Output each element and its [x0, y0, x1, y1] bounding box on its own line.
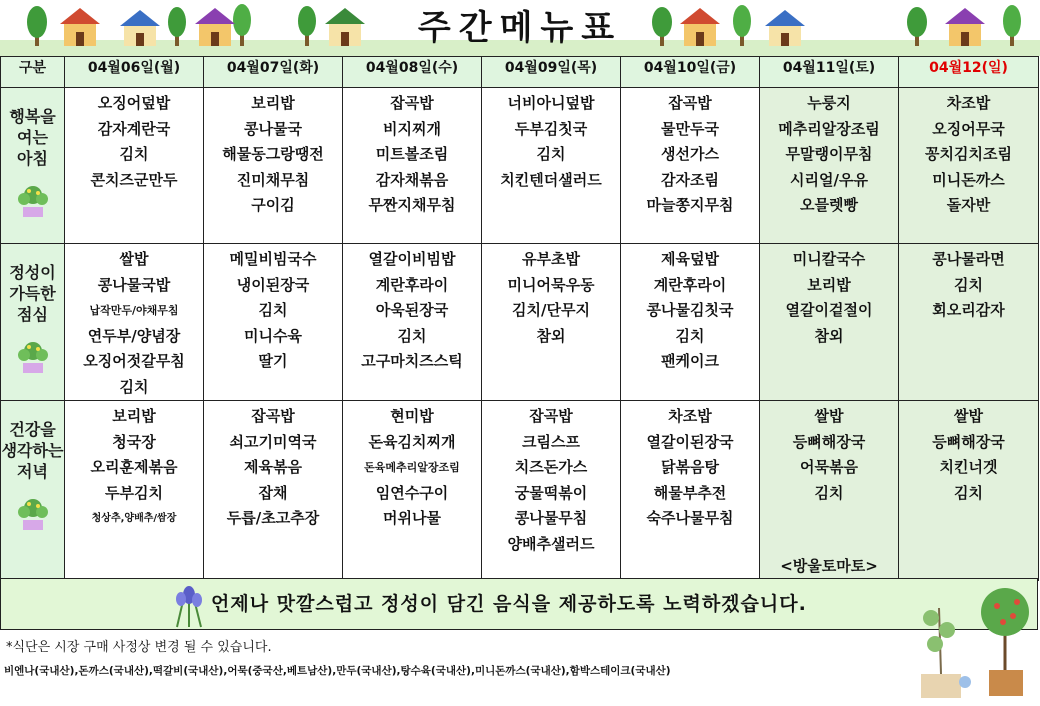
- menu-cell: [482, 244, 621, 401]
- menu-cell: [204, 88, 343, 244]
- menu-item: 미트볼조림: [375, 145, 449, 163]
- menu-cell: [621, 401, 760, 581]
- menu-item: 두부김치: [105, 483, 163, 502]
- potted-tree-icon: [905, 578, 1035, 702]
- menu-item: 김치/단무지: [512, 301, 590, 319]
- menu-cell: [65, 244, 204, 401]
- menu-item: 고구마치즈스틱: [361, 352, 463, 370]
- menu-cell: [343, 88, 482, 244]
- menu-item: 메추리알장조림: [778, 119, 880, 138]
- menu-item: 김치: [119, 145, 149, 163]
- menu-item: 김치: [397, 326, 427, 345]
- flower-pot-icon: [13, 490, 53, 532]
- menu-item-list: [65, 401, 203, 532]
- slogan-text: 언제나 맛깔스럽고 정성이 담긴 음식을 제공하도록 노력하겠습니다.: [211, 593, 807, 615]
- header-row: [1, 57, 1039, 88]
- meal-label: 행복을 여는 아침: [9, 107, 56, 168]
- menu-item: 보리밥: [251, 94, 295, 112]
- menu-item-list: [760, 244, 898, 349]
- menu-cell: [899, 88, 1039, 244]
- menu-item: 청국장: [112, 432, 156, 451]
- menu-item: 잡곡밥: [251, 407, 295, 425]
- menu-cell: [482, 88, 621, 244]
- menu-item: 아욱된장국: [375, 301, 449, 319]
- menu-item: 궁물떡볶이: [514, 483, 588, 502]
- menu-item: 콩나물라면: [932, 250, 1005, 268]
- day-header: 04월07일(화): [204, 57, 343, 88]
- meal-label-cell: [1, 88, 65, 244]
- day-header: 04월09일(목): [482, 57, 621, 88]
- menu-item: 콩나물김칫국: [646, 301, 734, 319]
- meal-label: 정성이 가득한 점심: [9, 263, 56, 324]
- menu-item-list: [482, 401, 620, 557]
- menu-item: 콩나물국밥: [97, 275, 171, 294]
- menu-item-list: [482, 88, 620, 193]
- menu-item: 잡채: [258, 483, 288, 502]
- menu-item: 돈육김치찌개: [368, 432, 456, 451]
- menu-item: 메밀비빔국수: [229, 250, 317, 268]
- menu-item: 김치: [536, 145, 566, 163]
- weekly-menu-table: [0, 56, 1039, 581]
- menu-item: 차조밥: [946, 94, 991, 112]
- menu-item-list: [65, 244, 203, 400]
- origin-info: 비엔나(국내산),돈까스(국내산),떡갈비(국내산),어묵(중국산,베트남산),만두(국내산),탕수육(국내산),미니돈까스(국내산),함박스테이크(국내산): [4, 665, 671, 677]
- menu-item-list: [899, 88, 1038, 219]
- menu-item: 두릅/초고추장: [226, 509, 320, 527]
- menu-item: 쌀밥: [814, 407, 844, 425]
- snack-item: <방울토마토>: [780, 557, 878, 575]
- menu-item-list: [621, 401, 759, 532]
- menu-item: 연두부/양념장: [87, 326, 181, 345]
- menu-item: 회오리감자: [932, 301, 1005, 319]
- menu-item: 진미채무침: [236, 170, 310, 189]
- menu-item: 비지찌개: [383, 119, 441, 138]
- menu-item-list: [899, 244, 1038, 324]
- menu-item: 생선가스: [661, 145, 719, 163]
- menu-item: 등뼈해장국: [792, 432, 866, 451]
- menu-item: 양배추샐러드: [507, 534, 595, 553]
- menu-item: 김치: [954, 483, 983, 502]
- menu-item-list: [482, 244, 620, 349]
- menu-cell: [482, 401, 621, 581]
- menu-item: 누룽지: [807, 94, 851, 112]
- menu-cell: [621, 244, 760, 401]
- menu-cell: [621, 88, 760, 244]
- meal-label: 건강을 생각하는 저녁: [1, 420, 64, 481]
- menu-item: 참외: [814, 326, 844, 345]
- menu-item-list: [204, 401, 342, 532]
- iris-flower-icon: [169, 581, 209, 629]
- day-header: 04월11일(토): [760, 57, 899, 88]
- menu-item-list: [621, 244, 759, 375]
- menu-item: 마늘쫑지무침: [646, 196, 734, 214]
- corner-label: 구분: [1, 57, 65, 88]
- menu-item: 숙주나물무침: [646, 509, 734, 527]
- menu-item: 계란후라이: [375, 275, 449, 294]
- menu-item: 냉이된장국: [236, 275, 310, 294]
- menu-item: 감자채볶음: [375, 170, 449, 189]
- menu-item: 납작만두/야채무침: [89, 304, 179, 317]
- menu-item: 닭볶음탕: [661, 458, 719, 476]
- day-header-sunday: 04월12(일): [899, 57, 1039, 88]
- menu-item: 무말랭이무침: [785, 145, 873, 163]
- menu-item-list: [343, 401, 481, 532]
- menu-item: 오징어젓갈무침: [83, 352, 185, 370]
- menu-cell: [760, 244, 899, 401]
- menu-item: 참외: [536, 326, 566, 345]
- menu-item: 현미밥: [390, 407, 434, 425]
- menu-cell: [899, 244, 1039, 401]
- menu-item: 꽁치김치조림: [925, 145, 1012, 163]
- flower-pot-icon: [13, 177, 53, 219]
- menu-item: 등뼈해장국: [932, 432, 1005, 451]
- menu-cell: [343, 401, 482, 581]
- menu-change-notice: *식단은 시장 구매 사정상 변경 될 수 있습니다.: [6, 640, 272, 655]
- menu-cell: [204, 401, 343, 581]
- breakfast-row: [1, 88, 1039, 244]
- menu-item: 열갈이겉절이: [785, 301, 873, 319]
- menu-item: 구이김: [251, 196, 295, 214]
- menu-item: 미니수육: [244, 326, 302, 345]
- menu-item: 보리밥: [807, 275, 851, 294]
- menu-item: 제육덮밥: [661, 250, 719, 268]
- menu-item-list: [621, 88, 759, 219]
- menu-item: 시리얼/우유: [790, 170, 868, 189]
- menu-item: 청상추,양배추/쌈장: [91, 513, 177, 524]
- day-header: 04월10일(금): [621, 57, 760, 88]
- menu-item: 치킨텐더샐러드: [500, 170, 602, 189]
- menu-cell: [760, 401, 899, 581]
- menu-item-list: [65, 88, 203, 193]
- menu-item: 미니칼국수: [792, 250, 866, 268]
- day-header: 04월06일(월): [65, 57, 204, 88]
- meal-label-cell: [1, 244, 65, 401]
- menu-item: 오징어무국: [932, 119, 1005, 138]
- day-header: 04월08일(수): [343, 57, 482, 88]
- menu-item: 잡곡밥: [529, 407, 573, 425]
- dinner-row: [1, 401, 1039, 581]
- menu-item: 콘치즈군만두: [90, 170, 178, 189]
- menu-item: 임연수구이: [375, 483, 449, 502]
- menu-item: 제육볶음: [244, 458, 302, 476]
- menu-item: 쌀밥: [954, 407, 983, 425]
- menu-item-list: [760, 88, 898, 219]
- menu-item: 잡곡밥: [390, 94, 434, 112]
- menu-item: 열갈이비빔밥: [368, 250, 456, 268]
- menu-item: 콩나물무침: [514, 509, 588, 527]
- menu-item: 김치: [814, 483, 844, 502]
- menu-item: 해물부추전: [653, 483, 727, 502]
- menu-item: 물만두국: [661, 119, 719, 138]
- menu-item: 김치: [954, 275, 983, 294]
- menu-item: 오징어덮밥: [97, 94, 171, 112]
- meal-label-cell: [1, 401, 65, 581]
- menu-item: 김치: [119, 377, 149, 396]
- menu-item: 쇠고기미역국: [229, 432, 317, 451]
- menu-cell: [204, 244, 343, 401]
- menu-item: 미니어묵우동: [507, 275, 595, 294]
- menu-item: 해물동그랑땡전: [222, 145, 324, 163]
- menu-item-list: [899, 401, 1038, 506]
- menu-cell: [65, 88, 204, 244]
- menu-item-list: [343, 88, 481, 219]
- menu-item: 잡곡밥: [668, 94, 712, 112]
- menu-item: 감자조림: [661, 170, 719, 189]
- lunch-row: [1, 244, 1039, 401]
- menu-item: 쌀밥: [119, 250, 149, 268]
- menu-item: 콩나물국: [244, 119, 302, 138]
- menu-cell: [65, 401, 204, 581]
- menu-item: 차조밥: [668, 407, 712, 425]
- menu-item: 무짠지채무침: [368, 196, 456, 214]
- menu-item: 어묵볶음: [800, 458, 858, 476]
- flower-pot-icon: [13, 333, 53, 375]
- menu-item: 크림스프: [522, 432, 580, 451]
- menu-item: 오리훈제볶음: [90, 458, 178, 476]
- menu-cell: [899, 401, 1039, 581]
- menu-item: 치킨너겟: [939, 458, 998, 476]
- menu-item: 김치: [675, 326, 705, 345]
- menu-item: 돌자반: [946, 196, 991, 214]
- slogan-banner: [0, 578, 1038, 630]
- menu-item: 돈육메추리알장조림: [364, 461, 460, 474]
- menu-item: 치즈돈가스: [514, 458, 588, 476]
- menu-item-list: [204, 244, 342, 375]
- menu-item: 보리밥: [112, 407, 156, 425]
- menu-item-list: [204, 88, 342, 219]
- menu-item: 미니돈까스: [932, 170, 1005, 189]
- menu-item: 팬케이크: [661, 352, 719, 370]
- menu-item-list: [760, 401, 898, 506]
- menu-item: 유부초밥: [522, 250, 580, 268]
- menu-item: 오믈렛빵: [800, 196, 858, 214]
- page-title: 주간메뉴표: [417, 8, 623, 48]
- menu-item-list: [343, 244, 481, 375]
- menu-item: 딸기: [258, 352, 288, 370]
- menu-item: 감자계란국: [97, 119, 171, 138]
- menu-item: 열갈이된장국: [646, 432, 734, 451]
- menu-cell: [760, 88, 899, 244]
- menu-item: 두부김칫국: [514, 119, 588, 138]
- menu-item: 머위나물: [383, 509, 441, 527]
- menu-item: 김치: [258, 301, 288, 319]
- menu-cell: [343, 244, 482, 401]
- menu-item: 계란후라이: [653, 275, 727, 294]
- menu-item: 너비아니덮밥: [507, 94, 595, 112]
